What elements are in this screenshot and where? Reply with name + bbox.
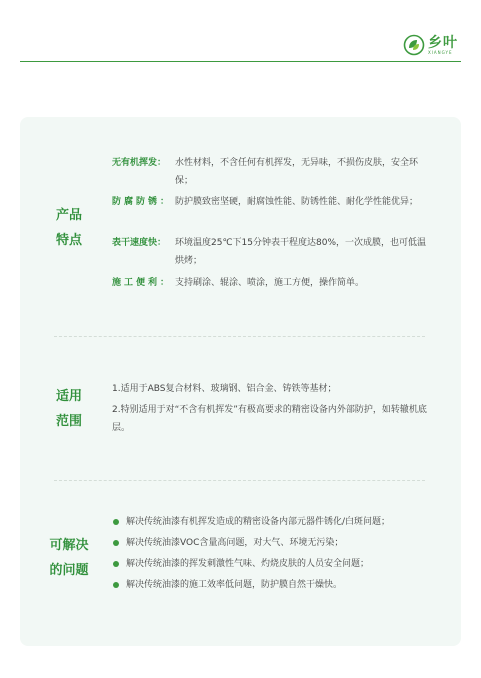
features-title-line-2: 特点 [55, 233, 82, 248]
brand-name-cn: 乡叶 [428, 34, 458, 51]
feature-label: 防腐防锈： [112, 197, 173, 207]
feature-text: 支持刷涂、辊涂、喷涂，施工方便，操作简单。 [175, 278, 365, 288]
bullet-dot-icon [113, 582, 119, 588]
feature-text: 防护膜致密坚硬，耐腐蚀性能、防锈性能、耐化学性能优异； [175, 197, 419, 207]
bullet-dot-icon [113, 540, 119, 546]
problems-title-line-2: 的问题 [49, 563, 89, 578]
problem-text: 解决传统油漆有机挥发造成的精密设备内部元器件锈化/白斑问题； [126, 517, 391, 527]
brand-logo [403, 32, 458, 58]
leaf-logo-icon [403, 34, 425, 56]
brand-name-en: XIANGYE [428, 49, 453, 55]
feature-label: 施工便利： [112, 278, 173, 288]
feature-label: 表干速度快： [112, 238, 167, 248]
scope-title-line-1: 适用 [55, 389, 82, 404]
problems-title-line-1: 可解决 [49, 538, 89, 553]
section-divider [54, 336, 425, 337]
scope-line: 1.适用于ABS复合材料、玻璃钢、铝合金、铸铁等基材； [112, 384, 337, 394]
content-card [20, 117, 461, 646]
scope-title [46, 384, 92, 434]
feature-text: 水性材料，不含任何有机挥发，无异味，不损伤皮肤，安全环保； [175, 158, 419, 186]
features-title-line-1: 产品 [55, 208, 82, 223]
page-header [0, 0, 481, 62]
feature-label: 无有机挥发： [112, 158, 167, 168]
bullet-dot-icon [113, 519, 119, 525]
feature-text: 环境温度25℃下15分钟表干程度达80%，一次成膜，也可低温烘烤； [175, 238, 427, 266]
bullet-dot-icon [113, 561, 119, 567]
section-divider [54, 480, 425, 481]
scope-line: 2.特别适用于对“不含有机挥发”有极高要求的精密设备内外部防护，如转辙机底层。 [112, 405, 427, 433]
problems-title [46, 533, 92, 583]
features-title [46, 203, 92, 253]
scope-title-line-2: 范围 [55, 414, 82, 429]
problem-text: 解决传统油漆的施工效率低问题，防护膜自然干燥快。 [126, 580, 343, 590]
problem-text: 解决传统油漆的挥发刺激性气味、灼烧皮肤的人员安全问题； [126, 559, 370, 569]
header-divider [20, 61, 461, 62]
problem-text: 解决传统油漆VOC含量高问题，对大气、环境无污染； [126, 538, 344, 548]
